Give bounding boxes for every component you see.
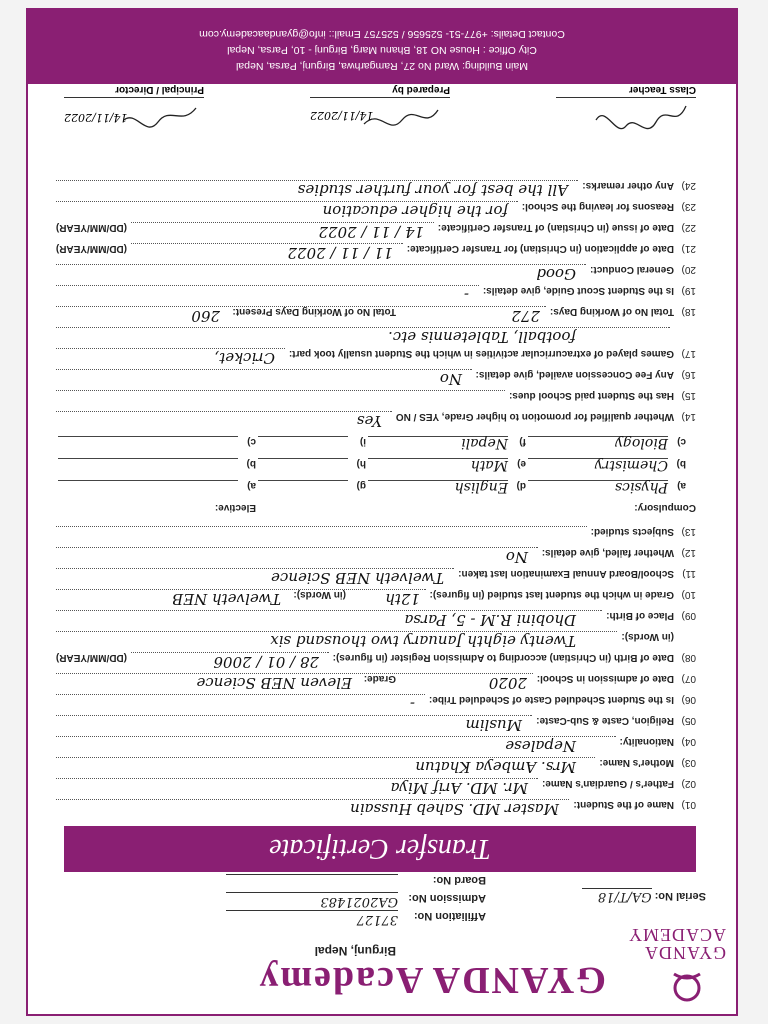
field-label: Nationality:	[619, 736, 674, 747]
field-label: Religion, Caste & Sub-Caste:	[536, 715, 674, 726]
field-number: 22)	[681, 222, 696, 233]
form-field-row	[56, 281, 696, 302]
field-label: Name of the Student:	[573, 799, 674, 810]
field-underline	[56, 369, 472, 370]
field-label: Father's / Guardian's Name:	[541, 778, 674, 789]
subject-value	[58, 458, 238, 473]
prepared-by-label: Prepared by	[310, 84, 450, 98]
admission-row	[226, 892, 486, 910]
field-label: Date of issue (in Christian) of Transfer Certificate:	[437, 222, 674, 233]
field-label: Reasons for leaving the School:	[521, 201, 674, 212]
form-field-row	[56, 260, 696, 281]
form-field-row	[56, 239, 696, 260]
field-handwritten-value: 14 / 11 / 2022	[318, 223, 424, 241]
field-number: 15)	[681, 390, 696, 401]
field-handwritten-value: No	[505, 548, 528, 566]
field-handwritten-value: Muslim	[465, 716, 522, 734]
form-field-row	[56, 218, 696, 239]
logo-wordmark	[628, 926, 726, 962]
field-underline	[56, 327, 670, 328]
form-field-row	[56, 690, 696, 711]
field-number: 24)	[681, 180, 696, 191]
subject-value	[258, 458, 348, 473]
field-number: 07)	[681, 673, 696, 684]
subject-value	[258, 436, 348, 451]
subject-letter: d)	[516, 480, 526, 491]
field-handwritten-value: All the best for your further studies	[297, 181, 568, 199]
field-underline	[56, 526, 587, 527]
footer-contact-details: Contact Details: +977-51- 525656 / 525757 Email:: info@gyandaacademy.com	[199, 28, 565, 40]
field-handwritten-value: -	[409, 695, 415, 713]
field-label: Mother's Name:	[599, 757, 674, 768]
form-field-row	[56, 365, 696, 386]
field-label: Place of Birth:	[606, 610, 674, 621]
board-value	[226, 874, 398, 891]
field-number: 06)	[681, 694, 696, 705]
subject-value: Biology	[528, 436, 668, 451]
field-secondary-label: Total No of Working Days Present:	[232, 306, 396, 317]
subject-letter: c)	[677, 436, 686, 447]
field-handwritten-value: 12th	[385, 590, 420, 608]
form-field-row	[56, 302, 696, 323]
field-handwritten-value: for the higher education	[322, 202, 508, 220]
field-number: 16)	[681, 369, 696, 380]
field-number: 01)	[681, 799, 696, 810]
footer-city-office: City Office : House NO 18, Bhanu Marg, Birgunj - 10, Parsa, Nepal	[227, 44, 537, 56]
field-number: 23)	[681, 201, 696, 212]
field-format-hint: (DD/MM/YEAR)	[55, 222, 127, 233]
field-number: 17)	[681, 348, 696, 359]
board-row	[226, 874, 486, 892]
field-label: (in Words):	[621, 631, 674, 642]
field-number: 05)	[681, 715, 696, 726]
field-label: Date of Birth (in Christian) according to Admission Register (in figures):	[332, 652, 674, 663]
subject-letter: g)	[356, 480, 366, 491]
serial-value: GA/T/18	[582, 888, 652, 904]
class-teacher-signature	[556, 84, 696, 134]
subject-letter: a)	[677, 480, 686, 491]
field-label: Any Fee Concession availed, give details:	[475, 369, 674, 380]
affiliation-label: Affiliation No:	[413, 910, 486, 922]
subject-letter: h)	[356, 458, 366, 469]
elective-label: Elective:	[214, 502, 256, 513]
serial-number	[582, 888, 706, 904]
form-field-row	[56, 197, 696, 218]
subjects-row	[56, 476, 696, 498]
school-location: Birgunj, Nepal	[314, 944, 396, 958]
subject-value	[258, 480, 348, 495]
field-handwritten-value: 272	[511, 307, 540, 325]
prepared-by-signature	[310, 84, 450, 134]
form-field-row	[56, 711, 696, 732]
field-label: Whether failed, give details:	[541, 547, 674, 558]
field-underline	[56, 694, 425, 695]
field-handwritten-value: Mrs. Ambeya Khatun	[415, 758, 576, 776]
certificate-title: Transfer Certificate	[269, 833, 491, 864]
subject-value: Nepali	[368, 436, 508, 451]
subject-letter: a)	[247, 480, 256, 491]
field-label: General Conduct:	[590, 264, 674, 275]
field-handwritten-value: 28 / 01 / 2006	[213, 653, 319, 671]
subject-value	[58, 480, 238, 495]
field-number: 14)	[681, 411, 696, 422]
subject-value: English	[368, 480, 508, 495]
field-handwritten-value: Yes	[356, 412, 382, 430]
field-handwritten-value: 11 / 11 / 2022	[287, 244, 393, 262]
field-underline	[56, 547, 538, 548]
form-field-row	[56, 543, 696, 564]
field-label: Is the Student Scheduled Caste of Scheduled Tribe:	[428, 694, 674, 705]
field-label: Total No of Working Days:	[549, 306, 674, 317]
subject-letter: i)	[359, 436, 366, 447]
prepared-by-date: 14/11/2022	[310, 109, 374, 122]
subject-letter: b)	[246, 458, 256, 469]
field-secondary-value: 260	[191, 307, 220, 325]
field-handwritten-value: 2020	[488, 674, 527, 692]
serial-label: Serial No:	[654, 890, 706, 902]
field-underline	[56, 411, 392, 412]
principal-label: Principal / Director	[64, 84, 204, 98]
field-secondary-value: Twelveth NEB	[172, 590, 281, 608]
affiliation-value: 37127	[226, 910, 398, 927]
field-secondary-value: Eleven NEB Science	[196, 674, 352, 692]
form-field-row	[56, 669, 696, 690]
subject-letter: f)	[519, 436, 526, 447]
field-number: 12)	[681, 547, 696, 558]
admission-label: Admission No:	[408, 892, 486, 904]
field-handwritten-value: -	[463, 286, 469, 304]
subjects-row	[56, 454, 696, 476]
form-field-row	[56, 323, 696, 344]
field-label: Is the Student Scout Guide, give details:	[482, 285, 674, 296]
principal-date: 14/11/2022	[64, 111, 128, 124]
field-underline	[56, 285, 479, 286]
field-handwritten-value: No	[439, 370, 462, 388]
logo-text-gyanda: GYANDA	[644, 943, 726, 963]
subject-value: Physics	[528, 480, 668, 495]
field-number: 20)	[681, 264, 696, 275]
field-number: 13)	[681, 526, 696, 537]
logo-text-academy: ACADEMY	[627, 925, 726, 945]
subject-letter: b)	[676, 458, 686, 469]
field-handwritten-value: Cricket,	[214, 349, 275, 367]
field-number: 02)	[681, 778, 696, 789]
contact-footer	[28, 10, 736, 84]
form-field-row	[56, 606, 696, 627]
subject-value: Chemistry	[528, 458, 668, 473]
field-handwritten-value: Master MD. Saheb Hussain	[350, 800, 559, 818]
field-label: Has the Student paid School dues:	[508, 390, 674, 401]
field-label: Games played of extracurricular activities in which the Student usually took part:	[288, 348, 674, 359]
subject-letter: c)	[247, 436, 256, 447]
subject-value: Math	[368, 458, 508, 473]
field-handwritten-value: football, Tabletennis etc.	[388, 328, 576, 346]
form-field-row	[56, 522, 696, 543]
form-field-row	[56, 585, 696, 606]
certificate-paper	[26, 8, 738, 1016]
compulsory-label: Compulsory:	[634, 502, 696, 513]
field-secondary-label: (in Words):	[293, 589, 346, 600]
form-field-row	[56, 732, 696, 753]
form-field-row	[56, 564, 696, 585]
field-number: 19)	[681, 285, 696, 296]
subjects-row	[56, 432, 696, 454]
title-banner	[64, 826, 696, 872]
form-field-row	[56, 407, 696, 428]
subject-value	[58, 436, 238, 451]
field-label: Date of application (in Christian) for Transfer Certificate:	[406, 243, 674, 254]
field-label: School/Board Annual Examination last taken:	[458, 568, 674, 579]
principal-signature	[64, 84, 204, 134]
field-format-hint: (DD/MM/YEAR)	[55, 652, 127, 663]
field-underline	[56, 264, 586, 265]
form-field-row	[56, 176, 696, 197]
field-number: 18)	[681, 306, 696, 317]
field-number: 21)	[681, 243, 696, 254]
field-handwritten-value: Dhobini R.M - 5, Parsa	[404, 611, 576, 629]
field-number: 04)	[681, 736, 696, 747]
subject-letter: e)	[517, 458, 526, 469]
subjects-header-row	[56, 498, 696, 520]
form-field-row	[56, 344, 696, 365]
form-field-row	[56, 753, 696, 774]
footer-main-building: Main Building: Ward No 27, Ramgarhwa, Birgunj, Parsa, Nepal	[236, 60, 528, 72]
student-fields	[56, 522, 696, 816]
signature-section	[64, 84, 696, 134]
field-handwritten-value: Nepalese	[505, 737, 576, 755]
field-label: Grade in which the student last studied (in figures):	[429, 589, 674, 600]
handwritten-signature	[556, 98, 696, 134]
admission-value: GA2021483	[226, 892, 398, 909]
field-underline	[56, 390, 505, 391]
field-label: Date of admission in School:	[536, 673, 674, 684]
field-format-hint: (DD/MM/YEAR)	[55, 243, 127, 254]
field-label: Subjects studied:	[590, 526, 674, 537]
form-field-row	[56, 795, 696, 816]
field-handwritten-value: Good	[536, 265, 576, 283]
field-handwritten-value: Twelveth NEB Science	[271, 569, 444, 587]
field-number: 03)	[681, 757, 696, 768]
school-name: GYANDA Academy	[257, 959, 606, 1001]
form-field-row	[56, 627, 696, 648]
board-label: Board No:	[432, 874, 486, 886]
certificate-header	[28, 874, 736, 1014]
form-field-row	[56, 774, 696, 795]
student-fields-continued	[56, 176, 696, 428]
field-number: 11)	[682, 568, 696, 579]
class-teacher-label: Class Teacher	[556, 84, 696, 98]
form-field-row	[56, 648, 696, 669]
field-label: Whether qualified for promotion to higher Grade, YES / NO	[395, 411, 674, 422]
subjects-table	[56, 432, 696, 520]
field-secondary-label: Grade:	[363, 673, 396, 684]
field-handwritten-value: Twenty eighth January two thousand six	[270, 632, 576, 650]
field-underline	[56, 715, 532, 716]
registration-numbers	[226, 874, 486, 928]
field-number: 09)	[681, 610, 696, 621]
form-field-row	[56, 386, 696, 407]
field-label: Any other remarks:	[582, 180, 674, 191]
field-number: 10)	[681, 589, 696, 600]
affiliation-row	[226, 910, 486, 928]
field-handwritten-value: Mr. MD. Arif Miya	[390, 779, 528, 797]
field-number: 08)	[681, 652, 696, 663]
